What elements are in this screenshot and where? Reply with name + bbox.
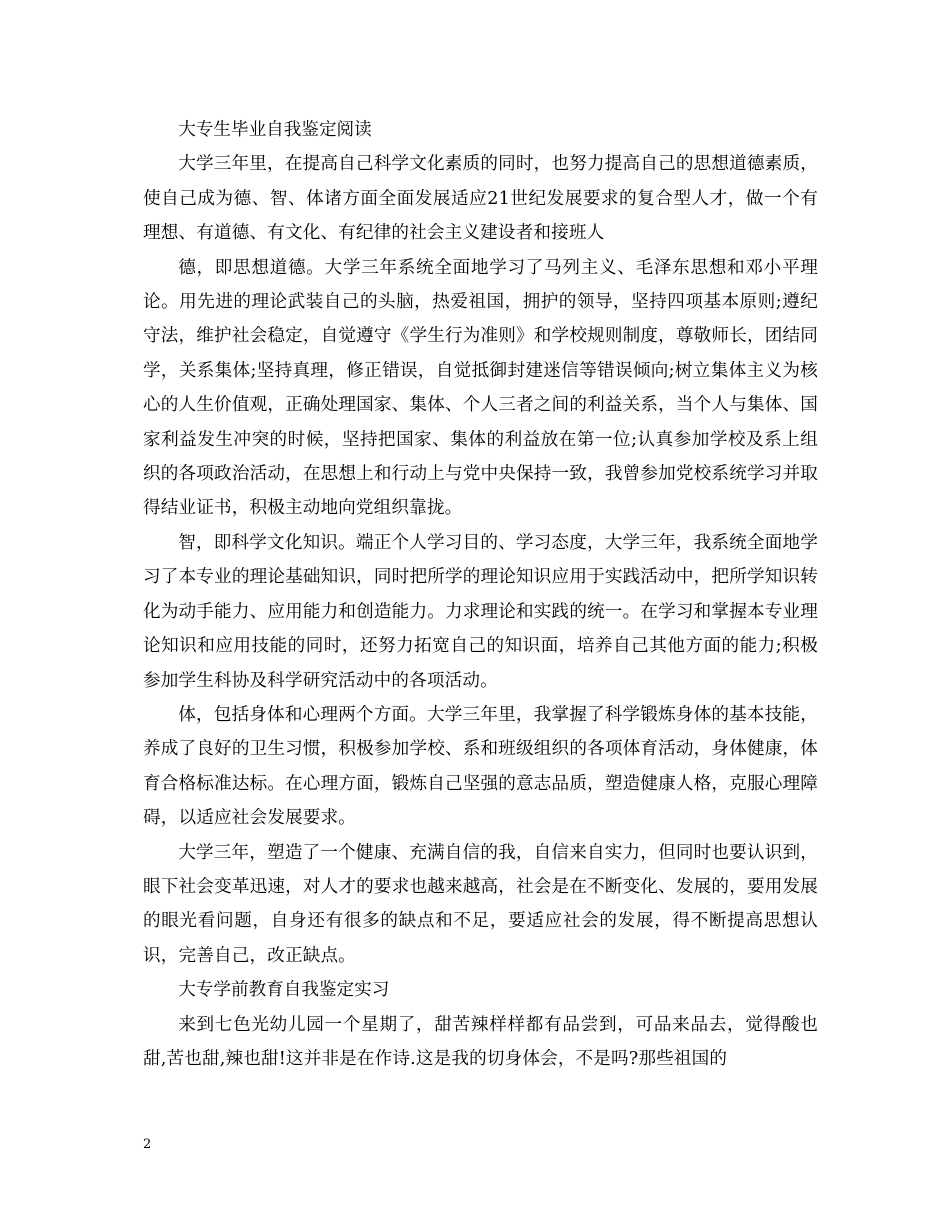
paragraph-internship: 来到七色光幼儿园一个星期了，甜苦辣样样都有品尝到，可品来品去，觉得酸也甜,苦也甜,辣也甜!这并非是在作诗.这是我的切身体会，不是吗?那些祖国的	[143, 1014, 818, 1069]
paragraph-intellect: 智，即科学文化知识。端正个人学习目的、学习态度，大学三年，我系统全面地学习了本专业的理论基础知识，同时把所学的理论知识应用于实践活动中，把所学知识转化为动手能力、应用能力和创造能力。力求理论和实践的统一。在学习和掌握本专业理论知识和应用技能的同时，还努力拓宽自己的知识面，培养自己其他方面的能力;积极参加学生科协及科学研究活动中的各项活动。	[143, 532, 818, 691]
page-number: 2	[143, 1137, 152, 1152]
document-body	[143, 113, 818, 1076]
paragraph-physique: 体，包括身体和心理两个方面。大学三年里，我掌握了科学锻炼身体的基本技能，养成了良好的卫生习惯，积极参加学校、系和班级组织的各项体育活动，身体健康，体育合格标准达标。在心理方面，锻炼自己坚强的意志品质，塑造健康人格，克服心理障碍，以适应社会发展要求。	[143, 704, 818, 829]
document-title: 大专生毕业自我鉴定阅读	[178, 120, 372, 140]
paragraph-intro: 大学三年里，在提高自己科学文化素质的同时，也努力提高自己的思想道德素质，使自己成为德、智、体诸方面全面发展适应21世纪发展要求的复合型人才，做一个有理想、有道德、有文化、有纪律的社会主义建设者和接班人	[143, 154, 818, 244]
second-document-title: 大专学前教育自我鉴定实习	[178, 980, 390, 1001]
paragraph-morality: 德，即思想道德。大学三年系统全面地学习了马列主义、毛泽东思想和邓小平理论。用先进的理论武装自己的头脑，热爱祖国，拥护的领导，坚持四项基本原则;遵纪守法，维护社会稳定，自觉遵守《学生行为准则》和学校规则制度，尊敬师长，团结同学，关系集体;坚持真理，修正错误，自觉抵御封建迷信等错误倾向;树立集体主义为核心的人生价值观，正确处理国家、集体、个人三者之间的利益关系，当个人与集体、国家利益发生冲突的时候，坚持把国家、集体的利益放在第一位;认真参加学校及系上组织的各项政治活动，在思想上和行动上与党中央保持一致，我曾参加党校系统学习并取得结业证书，积极主动地向党组织靠拢。	[143, 257, 818, 519]
paragraph-summary: 大学三年，塑造了一个健康、充满自信的我，自信来自实力，但同时也要认识到，眼下社会变革迅速，对人才的要求也越来越高，社会是在不断变化、发展的，要用发展的眼光看问题，自身还有很多的缺点和不足，要适应社会的发展，得不断提高思想认识，完善自己，改正缺点。	[143, 842, 818, 966]
